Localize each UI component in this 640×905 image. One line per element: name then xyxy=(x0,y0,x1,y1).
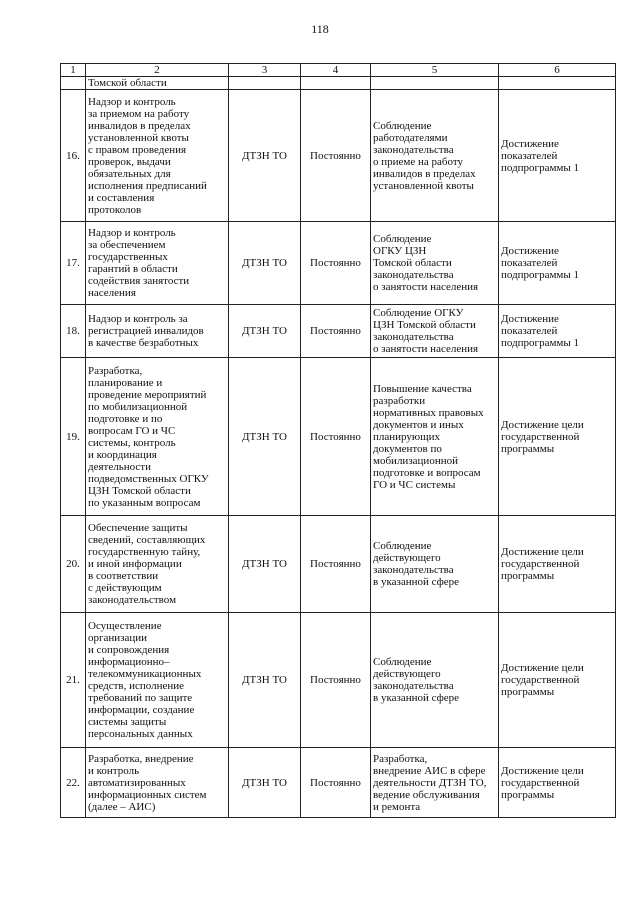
row-result: Соблюдение действующего законодательства в указанной сфере xyxy=(371,516,499,613)
row-activity: Надзор и контроль за регистрацией инвалидов в качестве безработных xyxy=(86,305,229,358)
row-activity: Надзор и контроль за обеспечением государственных гарантий в области содействия занятости населения xyxy=(86,222,229,305)
table-row xyxy=(61,358,616,516)
row-activity: Разработка, внедрение и контроль автоматизированных информационных систем (далее – АИС) xyxy=(86,748,229,818)
header-row xyxy=(61,64,616,77)
row-executor: ДТЗН ТО xyxy=(229,516,301,613)
continuation-text: Томской области xyxy=(86,77,229,90)
row-term: Постоянно xyxy=(301,90,371,222)
row-link: Достижение цели государственной программы xyxy=(499,613,616,748)
header-col-2: 2 xyxy=(86,64,229,77)
row-term: Постоянно xyxy=(301,305,371,358)
row-number: 16. xyxy=(61,90,86,222)
row-term: Постоянно xyxy=(301,222,371,305)
table-row xyxy=(61,516,616,613)
row-link: Достижение показателей подпрограммы 1 xyxy=(499,90,616,222)
row-number: 22. xyxy=(61,748,86,818)
row-result: Соблюдение ОГКУ ЦЗН Томской области законодательства о занятости населения xyxy=(371,305,499,358)
row-link: Достижение цели государственной программы xyxy=(499,748,616,818)
row-result: Соблюдение действующего законодательства в указанной сфере xyxy=(371,613,499,748)
row-term: Постоянно xyxy=(301,358,371,516)
header-col-6: 6 xyxy=(499,64,616,77)
row-executor: ДТЗН ТО xyxy=(229,222,301,305)
row-activity: Разработка, планирование и проведение мероприятий по мобилизационной подготовке и по вопросам ГО и ЧС системы, контроль и координация деятельности подведомственных ОГКУ ЦЗН Томской области по указанным вопросам xyxy=(86,358,229,516)
row-link: Достижение показателей подпрограммы 1 xyxy=(499,222,616,305)
page-number: 118 xyxy=(311,22,329,36)
row-number: 18. xyxy=(61,305,86,358)
row-activity: Надзор и контроль за приемом на работу инвалидов в пределах установленной квоты с правом проведения проверок, выдачи обязательных для исполнения предписаний и составления протоколов xyxy=(86,90,229,222)
row-number: 17. xyxy=(61,222,86,305)
continuation-row xyxy=(61,77,616,90)
table-row xyxy=(61,222,616,305)
row-activity: Обеспечение защиты сведений, составляющих государственную тайну, и иной информации в соответствии с действующим законодательством xyxy=(86,516,229,613)
row-number: 21. xyxy=(61,613,86,748)
row-executor: ДТЗН ТО xyxy=(229,613,301,748)
row-activity: Осуществление организации и сопровождения информационно– телекоммуникационных средств, исполнение требований по защите информации, создание системы защиты персональных данных xyxy=(86,613,229,748)
row-number: 20. xyxy=(61,516,86,613)
table-row xyxy=(61,305,616,358)
row-link: Достижение цели государственной программы xyxy=(499,516,616,613)
header-col-4: 4 xyxy=(301,64,371,77)
table-row xyxy=(61,90,616,222)
row-term: Постоянно xyxy=(301,748,371,818)
header-col-3: 3 xyxy=(229,64,301,77)
row-term: Постоянно xyxy=(301,613,371,748)
header-col-1: 1 xyxy=(61,64,86,77)
row-term: Постоянно xyxy=(301,516,371,613)
row-executor: ДТЗН ТО xyxy=(229,748,301,818)
table-row xyxy=(61,613,616,748)
row-executor: ДТЗН ТО xyxy=(229,358,301,516)
row-number: 19. xyxy=(61,358,86,516)
row-result: Разработка, внедрение АИС в сфере деятельности ДТЗН ТО, ведение обслуживания и ремонта xyxy=(371,748,499,818)
row-executor: ДТЗН ТО xyxy=(229,305,301,358)
row-result: Соблюдение ОГКУ ЦЗН Томской области законодательства о занятости населения xyxy=(371,222,499,305)
row-result: Повышение качества разработки нормативных правовых документов и иных планирующих документов по мобилизационной подготовке и вопросам ГО и ЧС системы xyxy=(371,358,499,516)
row-result: Соблюдение работодателями законодательства о приеме на работу инвалидов в пределах установленной квоты xyxy=(371,90,499,222)
table-row xyxy=(61,748,616,818)
header-col-5: 5 xyxy=(371,64,499,77)
row-link: Достижение показателей подпрограммы 1 xyxy=(499,305,616,358)
row-link: Достижение цели государственной программы xyxy=(499,358,616,516)
measures-table xyxy=(60,63,616,818)
row-executor: ДТЗН ТО xyxy=(229,90,301,222)
